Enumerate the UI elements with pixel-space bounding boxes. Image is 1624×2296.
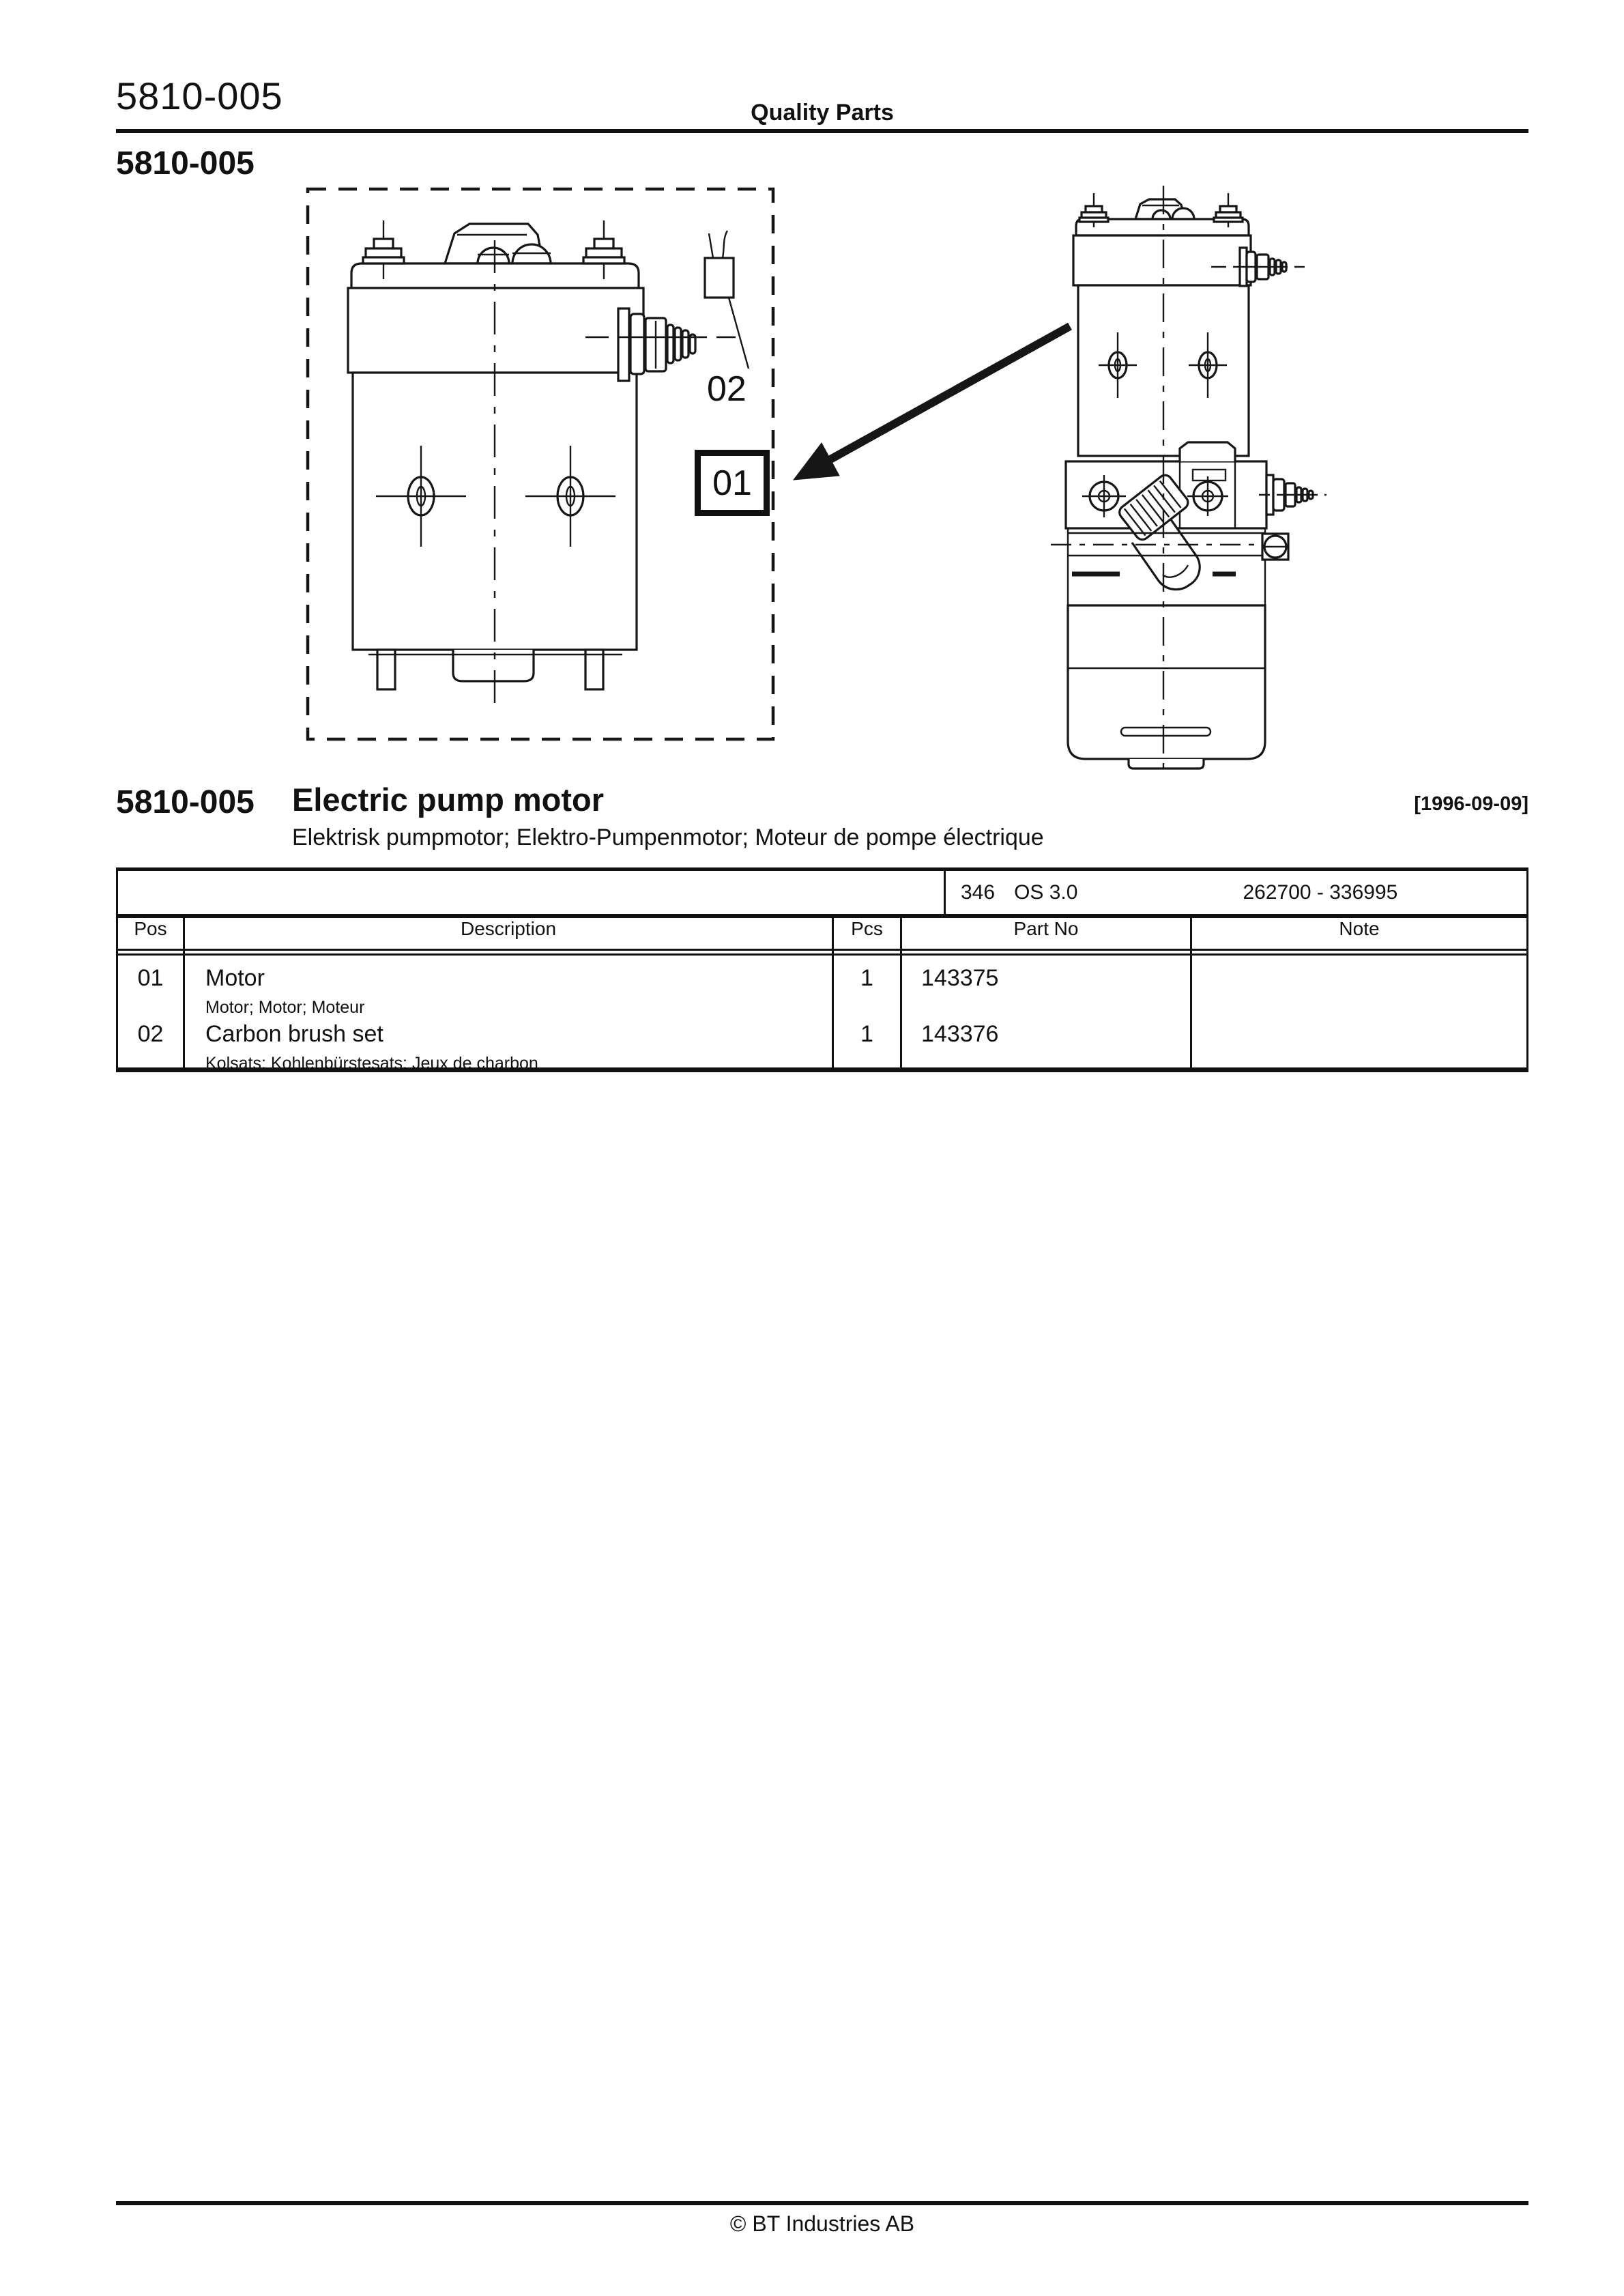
note-cell bbox=[1192, 1011, 1526, 1067]
header-center-title: Quality Parts bbox=[751, 100, 894, 126]
page-title: Electric pump motor bbox=[292, 781, 605, 818]
pcs-cell: 1 bbox=[834, 956, 902, 1011]
note-cell bbox=[1192, 956, 1526, 1011]
brush-connector bbox=[705, 231, 749, 369]
table-row bbox=[118, 1011, 1526, 1073]
footer-rule bbox=[116, 2201, 1528, 2205]
model-info-row bbox=[118, 871, 1526, 918]
serial-range: 262700 - 336995 bbox=[1243, 880, 1398, 904]
table-row bbox=[118, 956, 1526, 1017]
callout-02-label: 02 bbox=[707, 369, 746, 409]
reference-arrow bbox=[794, 326, 1070, 480]
assembly-stud-right bbox=[1214, 193, 1243, 227]
description-main: Motor bbox=[205, 965, 265, 991]
pos-cell: 01 bbox=[118, 956, 185, 1011]
model-info-empty-cell bbox=[118, 871, 946, 914]
column-header-pos: Pos bbox=[118, 918, 185, 949]
description-cell bbox=[185, 956, 834, 1017]
header-doc-number: 5810-005 bbox=[116, 74, 283, 117]
pump-assembly-drawing bbox=[1051, 186, 1326, 778]
header-rule bbox=[116, 129, 1528, 133]
column-header-pcs: Pcs bbox=[834, 918, 902, 949]
description-translations: Motor; Motor; Moteur bbox=[205, 998, 365, 1017]
part-no-cell: 143376 bbox=[902, 1011, 1192, 1067]
title-translations: Elektrisk pumpmotor; Elektro-Pumpenmotor; Moteur de pompe électrique bbox=[292, 824, 1044, 850]
column-header-part-no: Part No bbox=[902, 918, 1192, 949]
description-translations: Kolsats; Kohlenbürstesats; Jeux de charbon bbox=[205, 1054, 538, 1073]
description-main: Carbon brush set bbox=[205, 1021, 383, 1047]
footer-copyright: © BT Industries AB bbox=[729, 2211, 915, 2236]
pcs-cell: 1 bbox=[834, 1011, 902, 1067]
assembly-stud-left bbox=[1079, 193, 1108, 227]
model-info-cell bbox=[946, 881, 1526, 904]
valve-fitting bbox=[1259, 475, 1326, 515]
section-number: 5810-005 bbox=[116, 145, 255, 182]
column-header-row bbox=[118, 918, 1526, 951]
part-no-cell: 143375 bbox=[902, 956, 1192, 1011]
oil-tank bbox=[1068, 605, 1265, 769]
pos-cell: 02 bbox=[118, 1011, 185, 1067]
model-version: OS 3.0 bbox=[1014, 880, 1078, 904]
column-header-note: Note bbox=[1339, 918, 1380, 939]
revision-date: [1996-09-09] bbox=[1414, 793, 1528, 815]
technical-drawing bbox=[300, 177, 1365, 778]
parts-table bbox=[116, 867, 1528, 1072]
title-section-number: 5810-005 bbox=[116, 784, 255, 820]
double-rule-spacer bbox=[118, 951, 1526, 956]
column-header-description: Description bbox=[185, 918, 834, 949]
model-number: 346 bbox=[961, 880, 996, 904]
callout-01-box: 01 bbox=[695, 450, 770, 516]
description-cell bbox=[185, 1011, 834, 1073]
